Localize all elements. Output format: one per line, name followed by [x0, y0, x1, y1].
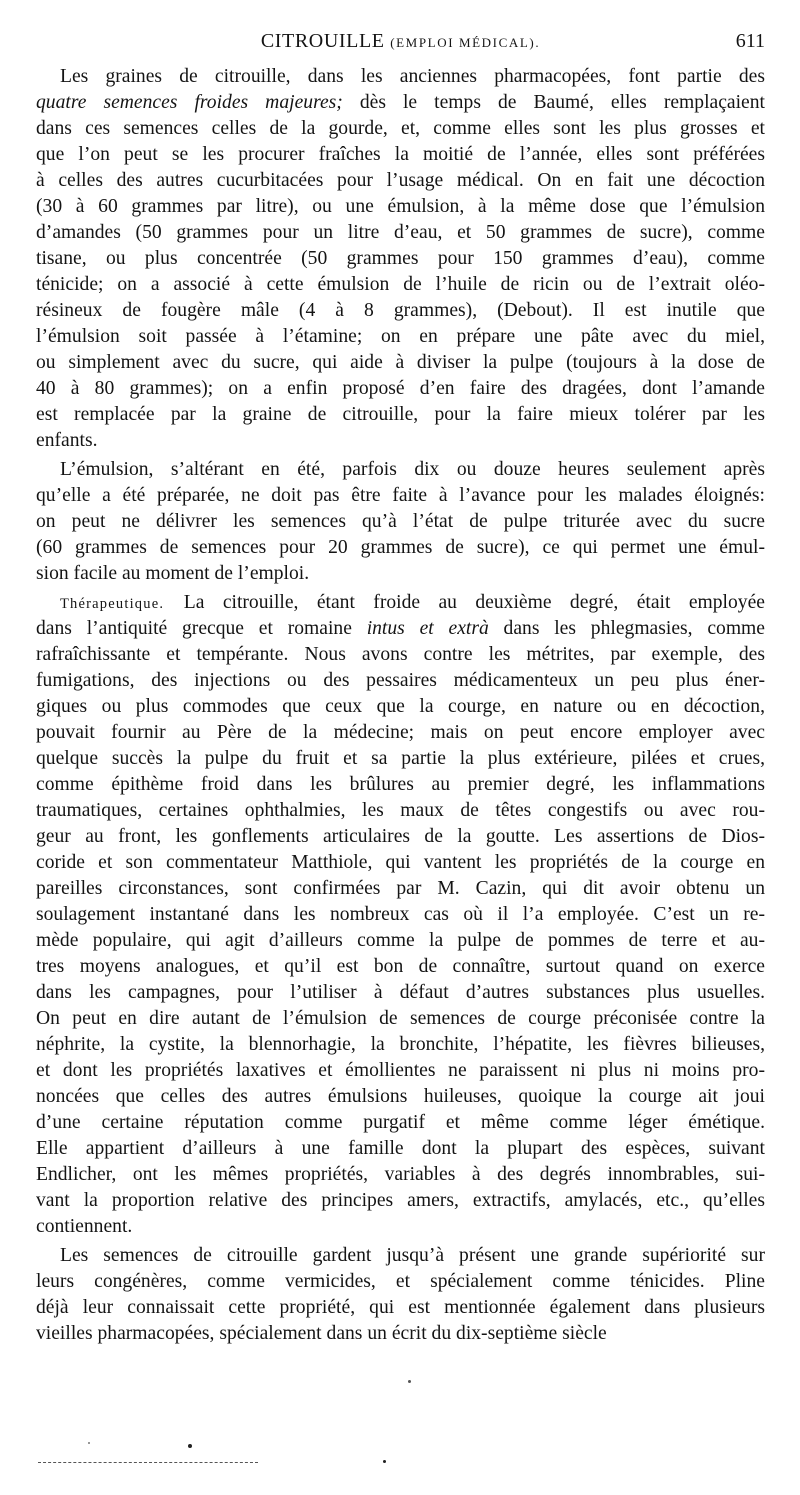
- text-line: [36, 1084, 765, 1110]
- line-text: geur au front, les gonflements articulaires de la goutte. Les assertions de Dios-: [36, 826, 765, 847]
- line-text: rafraîchissante et tempérante. Nous avons contre les métrites, par exemple, des: [36, 644, 765, 665]
- line-text: dans les campagnes, pour l’utiliser à défaut d’autres substances plus usuelles.: [36, 982, 765, 1003]
- text-line: [36, 1321, 765, 1347]
- line-text: sion facile au moment de l’emploi.: [36, 563, 310, 584]
- text-line: [36, 1162, 765, 1188]
- text-line: [36, 142, 765, 168]
- text-line: [36, 64, 765, 90]
- text-line: [36, 376, 765, 402]
- text-line: [36, 590, 765, 616]
- text-line: [36, 298, 765, 324]
- line-text: ou simplement avec du sucre, qui aide à diviser la pulpe (toujours à la dose de: [36, 352, 765, 373]
- text-line: [36, 168, 765, 194]
- text-line: [36, 954, 765, 980]
- text-line: [36, 220, 765, 246]
- line-text: (30 à 60 grammes par litre), ou une émulsion, à la même dose que l’émulsion: [36, 196, 765, 217]
- paragraph: [36, 590, 765, 1240]
- text-line: [36, 272, 765, 298]
- line-text: L’émulsion, s’altérant en été, parfois dix ou douze heures seulement après: [60, 459, 765, 480]
- line-text: tres moyens analogues, et qu’il est bon de connaître, surtout quand on exerce: [36, 956, 765, 977]
- text-line: [36, 824, 765, 850]
- text-line: [36, 324, 765, 350]
- text-line: [36, 1269, 765, 1295]
- ink-speck: [383, 1460, 386, 1463]
- text-line: [36, 535, 765, 561]
- line-text: à celles des autres cucurbitacées pour l’usage médical. On en fait une décoction: [36, 170, 765, 191]
- line-text: (60 grammes de semences pour 20 grammes de sucre), ce qui permet une émul-: [36, 537, 765, 558]
- line-text: On peut en dire autant de l’émulsion de semences de courge préconisée contre la: [36, 1008, 765, 1029]
- running-title: [36, 30, 765, 53]
- line-text: que l’on peut se les procurer fraîches la moitié de l’année, elles sont préférées: [36, 144, 765, 165]
- line-text: Elle appartient d’ailleurs à une famille dont la plupart des espèces, suivant: [36, 1138, 765, 1159]
- text-line: [36, 350, 765, 376]
- text-line: [36, 1032, 765, 1058]
- text-line: [36, 694, 765, 720]
- body-text: [36, 64, 765, 1347]
- line-text: pareilles circonstances, sont confirmées par M. Cazin, qui dit avoir obtenu un: [36, 878, 765, 899]
- line-text: dans l’antiquité grecque et romaine intus et extrà dans les phlegmasies, comme: [36, 618, 765, 639]
- running-title-subtitle: (EMPLOI MÉDICAL).: [390, 35, 541, 50]
- line-text: noncées que celles des autres émulsions huileuses, quoique la courge ait joui: [36, 1086, 765, 1107]
- line-text: tisane, ou plus concentrée (50 grammes pour 150 grammes d’eau), comme: [36, 248, 765, 269]
- line-text: Les semences de citrouille gardent jusqu’à présent une grande supériorité sur: [60, 1245, 765, 1266]
- line-text: quelque succès la pulpe du fruit et sa partie la plus extérieure, pilées et crues,: [36, 748, 765, 769]
- text-line: [36, 1295, 765, 1321]
- paragraph: [36, 457, 765, 587]
- text-line: [36, 876, 765, 902]
- line-text: déjà leur connaissait cette propriété, qui est mentionnée également dans plusieurs: [36, 1297, 765, 1318]
- ink-speck: [408, 1380, 411, 1383]
- line-text: on peut ne délivrer les semences qu’à l’état de pulpe triturée avec du sucre: [36, 511, 765, 532]
- text-line: [36, 428, 765, 454]
- text-line: [36, 928, 765, 954]
- line-text: néphrite, la cystite, la blennorhagie, la bronchite, l’hépatite, les fièvres bilieuses,: [36, 1034, 765, 1055]
- line-text: traumatiques, certaines ophthalmies, les maux de têtes congestifs ou avec rou-: [36, 800, 765, 821]
- line-text: giques ou plus commodes que ceux que la courge, en nature ou en décoction,: [36, 696, 765, 717]
- line-text: fumigations, des injections ou des pessaires médicamenteux un peu plus éner-: [36, 670, 765, 691]
- line-text: d’une certaine réputation comme purgatif et même comme léger émétique.: [36, 1112, 765, 1133]
- line-text: l’émulsion soit passée à l’étamine; on en prépare une pâte avec du miel,: [36, 326, 765, 347]
- line-text: résineux de fougère mâle (4 à 8 grammes), (Debout). Il est inutile que: [36, 300, 765, 321]
- line-text: 40 à 80 grammes); on a enfin proposé d’en faire des dragées, dont l’amande: [36, 378, 765, 399]
- text-line: [36, 980, 765, 1006]
- page-number: 611: [735, 30, 765, 52]
- line-text: qu’elle a été préparée, ne doit pas être faite à l’avance pour les malades éloignés:: [36, 485, 765, 506]
- line-text: mède populaire, qui agit d’ailleurs comme la pulpe de pommes de terre et au-: [36, 930, 765, 951]
- ink-speck: [188, 1444, 192, 1448]
- line-text: et dont les propriétés laxatives et émollientes ne paraissent ni plus ni moins pro-: [36, 1060, 765, 1081]
- line-text: dans ces semences celles de la gourde, et, comme elles sont les plus grosses et: [36, 118, 765, 139]
- italic-phrase: quatre semences froides majeures;: [36, 92, 343, 113]
- running-head: [36, 30, 765, 56]
- line-text: La citrouille, étant froide au deuxième degré, était employée: [183, 592, 765, 613]
- text-line: [36, 194, 765, 220]
- text-line: [36, 1243, 765, 1269]
- line-text: ténicide; on a associé à cette émulsion de l’huile de ricin ou de l’extrait oléo-: [36, 274, 765, 295]
- line-text: contiennent.: [36, 1216, 133, 1237]
- text-line: [36, 1188, 765, 1214]
- text-line: [36, 483, 765, 509]
- text-line: [36, 772, 765, 798]
- line-text: soulagement instantané dans les nombreux cas où il l’a employée. C’est un re-: [36, 904, 765, 925]
- line-text: vieilles pharmacopées, spécialement dans un écrit du dix-septième siècle: [36, 1323, 607, 1344]
- text-line: [36, 1214, 765, 1240]
- line-text: leurs congénères, comme vermicides, et spécialement comme ténicides. Pline: [36, 1271, 765, 1292]
- line-text: comme épithème froid dans les brûlures au premier degré, les inflammations: [36, 774, 765, 795]
- bottom-margin-marks: [38, 1440, 378, 1470]
- line-text: est remplacée par la graine de citrouille, pour la faire mieux tolérer par les: [36, 404, 765, 425]
- text-line: [36, 668, 765, 694]
- line-text: enfants.: [36, 430, 98, 451]
- text-line: [36, 246, 765, 272]
- text-line: [36, 116, 765, 142]
- paragraph: [36, 1243, 765, 1347]
- text-line: [36, 1058, 765, 1084]
- text-line: [36, 746, 765, 772]
- line-text: d’amandes (50 grammes pour un litre d’eau, et 50 grammes de sucre), comme: [36, 222, 765, 243]
- line-text: pouvait fournir au Père de la médecine; mais on peut encore employer avec: [36, 722, 765, 743]
- text-line: [36, 509, 765, 535]
- line-text: Les graines de citrouille, dans les anciennes pharmacopées, font partie des: [60, 66, 765, 87]
- text-line: [36, 1006, 765, 1032]
- text-line: [36, 616, 765, 642]
- text-line: [36, 642, 765, 668]
- dashed-rule: [38, 1462, 258, 1463]
- text-line: [36, 1136, 765, 1162]
- line-text: Endlicher, ont les mêmes propriétés, variables à des degrés innombrables, sui-: [36, 1164, 765, 1185]
- line-text: quatre semences froides majeures; dès le temps de Baumé, elles remplaçaient: [36, 92, 765, 113]
- running-title-main: CITROUILLE: [260, 30, 385, 52]
- text-line: [36, 850, 765, 876]
- text-line: [36, 720, 765, 746]
- text-line: [36, 561, 765, 587]
- paragraph: [36, 64, 765, 454]
- text-line: [36, 402, 765, 428]
- text-line: [36, 902, 765, 928]
- line-text: vant la proportion relative des principes amers, extractifs, amylacés, etc., qu’elles: [36, 1190, 765, 1211]
- italic-phrase: intus et extrà: [366, 618, 489, 639]
- ink-speck: [88, 1442, 90, 1444]
- text-line: [36, 1110, 765, 1136]
- section-lead-heading: Thérapeutique.: [60, 596, 165, 612]
- text-line: [36, 798, 765, 824]
- line-text: coride et son commentateur Matthiole, qui vantent les propriétés de la courge en: [36, 852, 765, 873]
- text-line: [36, 457, 765, 483]
- text-line: [36, 90, 765, 116]
